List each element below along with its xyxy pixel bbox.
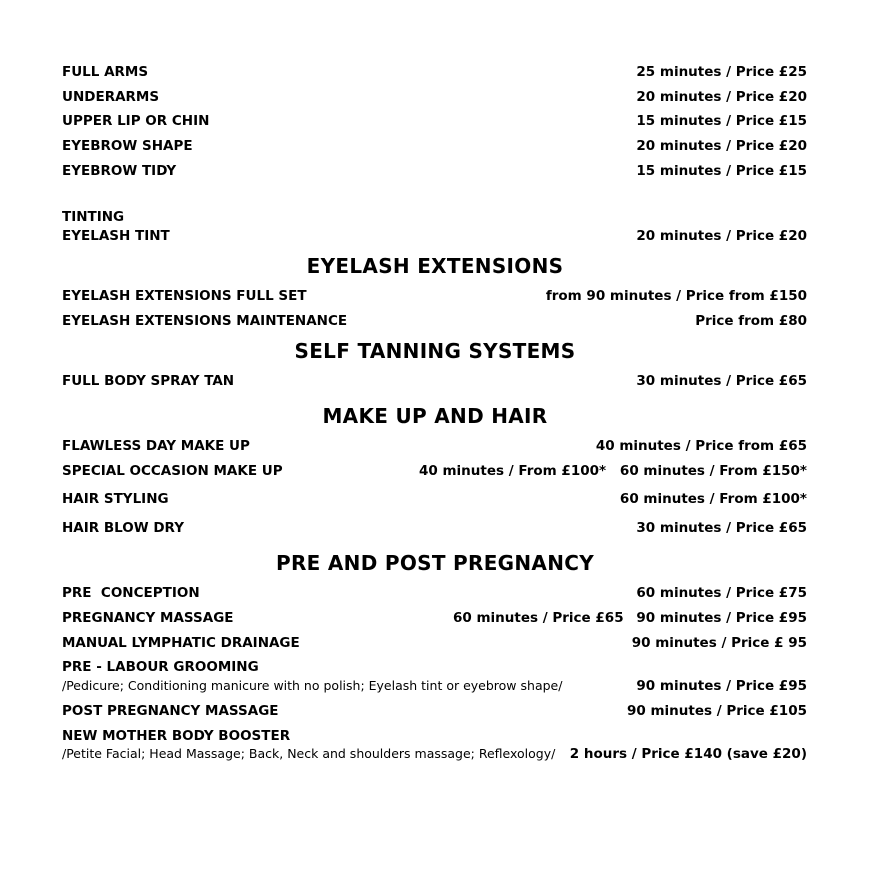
section-title: TINTING (62, 209, 125, 225)
item-name: EYEBROW SHAPE (62, 138, 193, 154)
item-price: 30 minutes / Price £65 (636, 520, 807, 536)
menu-item-eyebrow-shape (62, 136, 807, 156)
item-price: 40 minutes / Price from £65 (595, 438, 807, 454)
item-name: EYELASH TINT (62, 228, 170, 244)
item-name: EYELASH EXTENSIONS MAINTENANCE (62, 313, 348, 329)
item-price: 15 minutes / Price £15 (636, 113, 807, 129)
item-name: POST PREGNANCY MASSAGE (62, 703, 279, 719)
item-name: NEW MOTHER BODY BOOSTER (62, 728, 291, 744)
menu-item-pre-labour-grooming-detail (62, 676, 807, 696)
item-price: 2 hours / Price £140 (save £20) (569, 746, 807, 762)
item-name: EYELASH EXTENSIONS FULL SET (62, 288, 307, 304)
item-name: HAIR BLOW DRY (62, 520, 184, 536)
menu-item-lymphatic-drainage (62, 633, 807, 653)
item-price: 20 minutes / Price £20 (636, 89, 807, 105)
item-price-alt: 40 minutes / From £100* (419, 463, 607, 479)
item-name: SPECIAL OCCASION MAKE UP (62, 463, 283, 479)
menu-item-new-mother-booster-detail (62, 744, 807, 764)
item-price: 60 minutes / From £100* (619, 491, 807, 507)
menu-item-pre-conception (62, 583, 807, 603)
item-name: PRE - LABOUR GROOMING (62, 659, 259, 675)
item-price: 90 minutes / Price £95 (636, 678, 807, 694)
item-price: from 90 minutes / Price from £150 (545, 288, 807, 304)
heading-eyelash-extensions: EYELASH EXTENSIONS (306, 254, 564, 278)
item-price: 90 minutes / Price £ 95 (631, 635, 807, 651)
item-price: 30 minutes / Price £65 (636, 373, 807, 389)
item-name: PRE CONCEPTION (62, 585, 200, 601)
heading-pregnancy: PRE AND POST PREGNANCY (276, 551, 594, 575)
menu-item-flawless-day (62, 436, 807, 456)
section-title-tinting (62, 207, 807, 227)
menu-item-hair-blow-dry (62, 518, 807, 538)
item-note: /Petite Facial; Head Massage; Back, Neck and shoulders massage; Reflexology/ (62, 746, 556, 761)
heading-make-up-hair: MAKE UP AND HAIR (322, 404, 548, 428)
menu-item-underarms (62, 87, 807, 107)
item-name: FLAWLESS DAY MAKE UP (62, 438, 250, 454)
menu-item-upper-lip (62, 111, 807, 131)
menu-item-post-pregnancy-massage (62, 701, 807, 721)
item-price: 20 minutes / Price £20 (636, 138, 807, 154)
item-price: Price from £80 (695, 313, 807, 329)
menu-item-special-occasion (62, 461, 807, 481)
item-price: 90 minutes / Price £105 (627, 703, 807, 719)
item-price-alt: 60 minutes / Price £65 (453, 610, 624, 626)
menu-item-spray-tan (62, 371, 807, 391)
item-price: 20 minutes / Price £20 (636, 228, 807, 244)
menu-item-full-arms (62, 62, 807, 82)
menu-item-hair-styling (62, 489, 807, 509)
heading-self-tanning: SELF TANNING SYSTEMS (294, 339, 576, 363)
menu-item-new-mother-booster (62, 726, 807, 746)
item-name: UNDERARMS (62, 89, 160, 105)
item-name: FULL ARMS (62, 64, 149, 80)
item-price: 90 minutes / Price £95 (636, 610, 807, 626)
menu-item-pre-labour-grooming (62, 657, 807, 677)
item-name: EYEBROW TIDY (62, 163, 177, 179)
item-name: PREGNANCY MASSAGE (62, 610, 234, 626)
item-name: UPPER LIP OR CHIN (62, 113, 210, 129)
item-name: FULL BODY SPRAY TAN (62, 373, 235, 389)
item-price: 60 minutes / Price £75 (636, 585, 807, 601)
item-price: 15 minutes / Price £15 (636, 163, 807, 179)
item-price: 60 minutes / From £150* (619, 463, 807, 479)
item-name: MANUAL LYMPHATIC DRAINAGE (62, 635, 300, 651)
menu-item-eyelash-maintenance (62, 311, 807, 331)
menu-item-eyelash-tint (62, 226, 807, 246)
menu-item-eyebrow-tidy (62, 161, 807, 181)
item-price: 25 minutes / Price £25 (636, 64, 807, 80)
menu-item-eyelash-full-set (62, 286, 807, 306)
item-name: HAIR STYLING (62, 491, 169, 507)
item-note: /Pedicure; Conditioning manicure with no polish; Eyelash tint or eyebrow shape/ (62, 678, 563, 693)
menu-item-pregnancy-massage (62, 608, 807, 628)
